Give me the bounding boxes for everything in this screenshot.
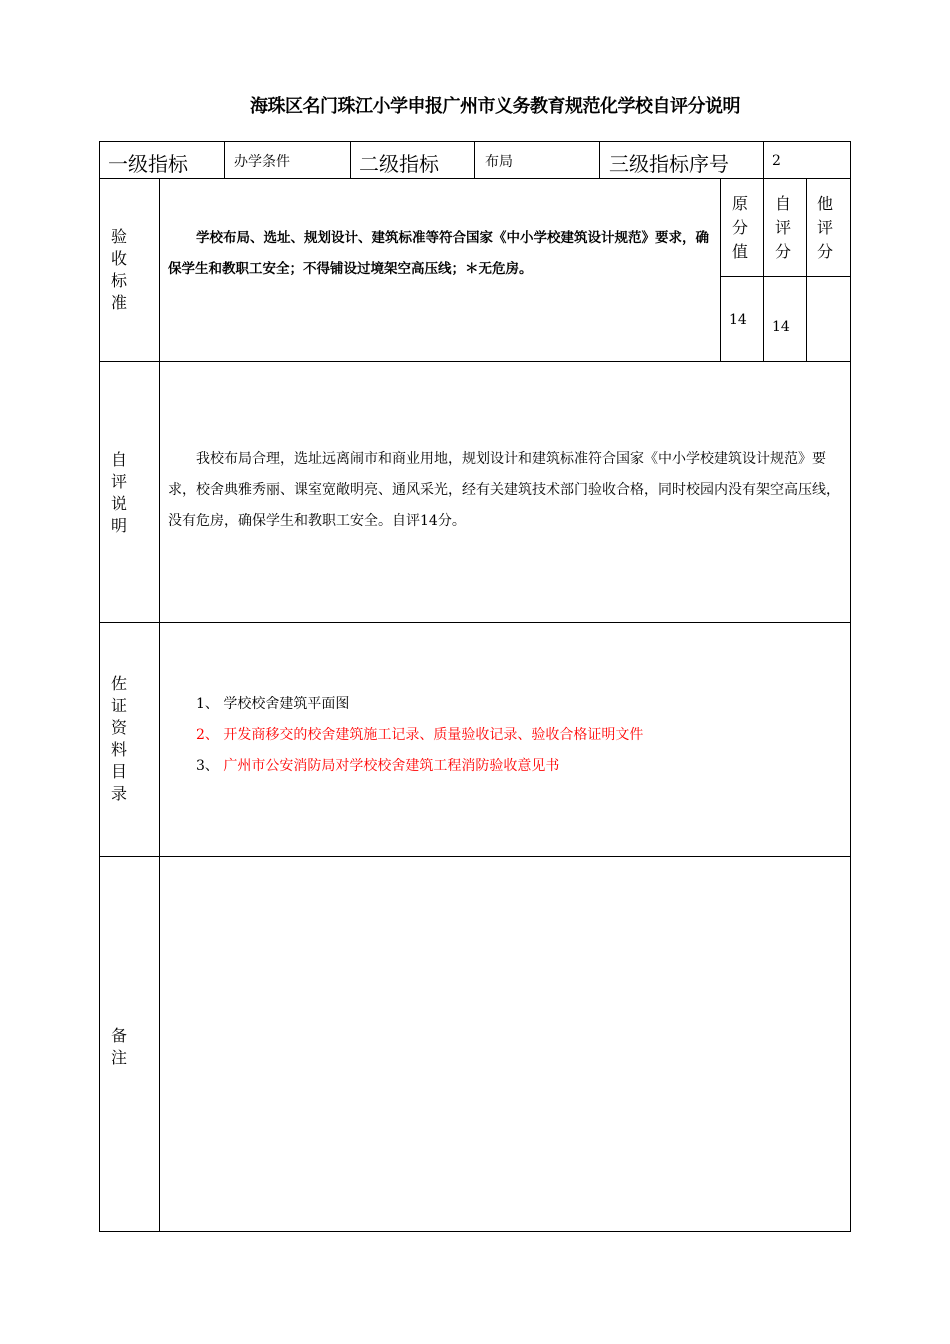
col-divider (224, 141, 225, 178)
self-score-label: 自评分 (774, 194, 791, 261)
score-col-divider (763, 178, 764, 361)
self-score-value: 14 (772, 319, 790, 335)
col-divider (599, 141, 600, 178)
evidence-item (196, 689, 643, 720)
level1-value: 办学条件 (234, 154, 290, 170)
evidence-item-number: 2、 (196, 727, 219, 743)
remarks-label: 备注 (110, 1026, 127, 1067)
evidence-list (196, 689, 643, 782)
original-score-label: 原分值 (731, 194, 748, 261)
level2-value: 布局 (485, 154, 513, 170)
self-eval-label: 自评说明 (110, 450, 127, 535)
row-divider (99, 622, 851, 623)
row-divider (99, 856, 851, 857)
other-score-label: 他评分 (816, 194, 833, 261)
evidence-item (196, 751, 643, 782)
evidence-item-text: 广州市公安消防局对学校校舍建筑工程消防验收意见书 (223, 758, 560, 774)
evidence-item-number: 3、 (196, 758, 219, 774)
level2-label: 二级指标 (359, 152, 439, 176)
acceptance-label: 验收标准 (110, 227, 127, 312)
level3-value: 2 (772, 153, 781, 169)
col-divider (474, 141, 475, 178)
self-eval-text: 我校布局合理，选址远离闹市和商业用地，规划设计和建筑标准符合国家《中小学校建筑设计规范》要求，校舍典雅秀丽、课室宽敞明亮、通风采光，经有关建筑技术部门验收合格，同时校园内没有架空高压线，没有危房，确保学生和教职工安全。自评14分。 (168, 451, 840, 529)
evidence-item-text: 开发商移交的校舍建筑施工记录、质量验收记录、验收合格证明文件 (223, 727, 644, 743)
evidence-item-text: 学校校舍建筑平面图 (223, 696, 350, 712)
evidence-item (196, 720, 643, 751)
col-divider (763, 141, 764, 178)
level3-label: 三级指标序号 (609, 152, 729, 176)
row-divider (99, 178, 851, 179)
evidence-item-number: 1、 (196, 696, 219, 712)
level1-label: 一级指标 (108, 152, 188, 176)
col-divider (350, 141, 351, 178)
original-score-value: 14 (729, 312, 747, 328)
form-table (99, 141, 851, 1232)
evidence-label: 佐证资料目录 (110, 674, 127, 803)
label-col-divider (159, 178, 160, 1232)
acceptance-text: 学校布局、选址、规划设计、建筑标准等符合国家《中小学校建筑设计规范》要求，确保学生和教职工安全；不得铺设过境架空高压线；＊无危房。 (168, 230, 709, 277)
score-col-divider (720, 178, 721, 361)
score-col-divider (806, 178, 807, 361)
document-title: 海珠区名门珠江小学申报广州市义务教育规范化学校自评分说明 (250, 96, 740, 117)
row-divider (99, 361, 851, 362)
score-divider (720, 276, 851, 277)
